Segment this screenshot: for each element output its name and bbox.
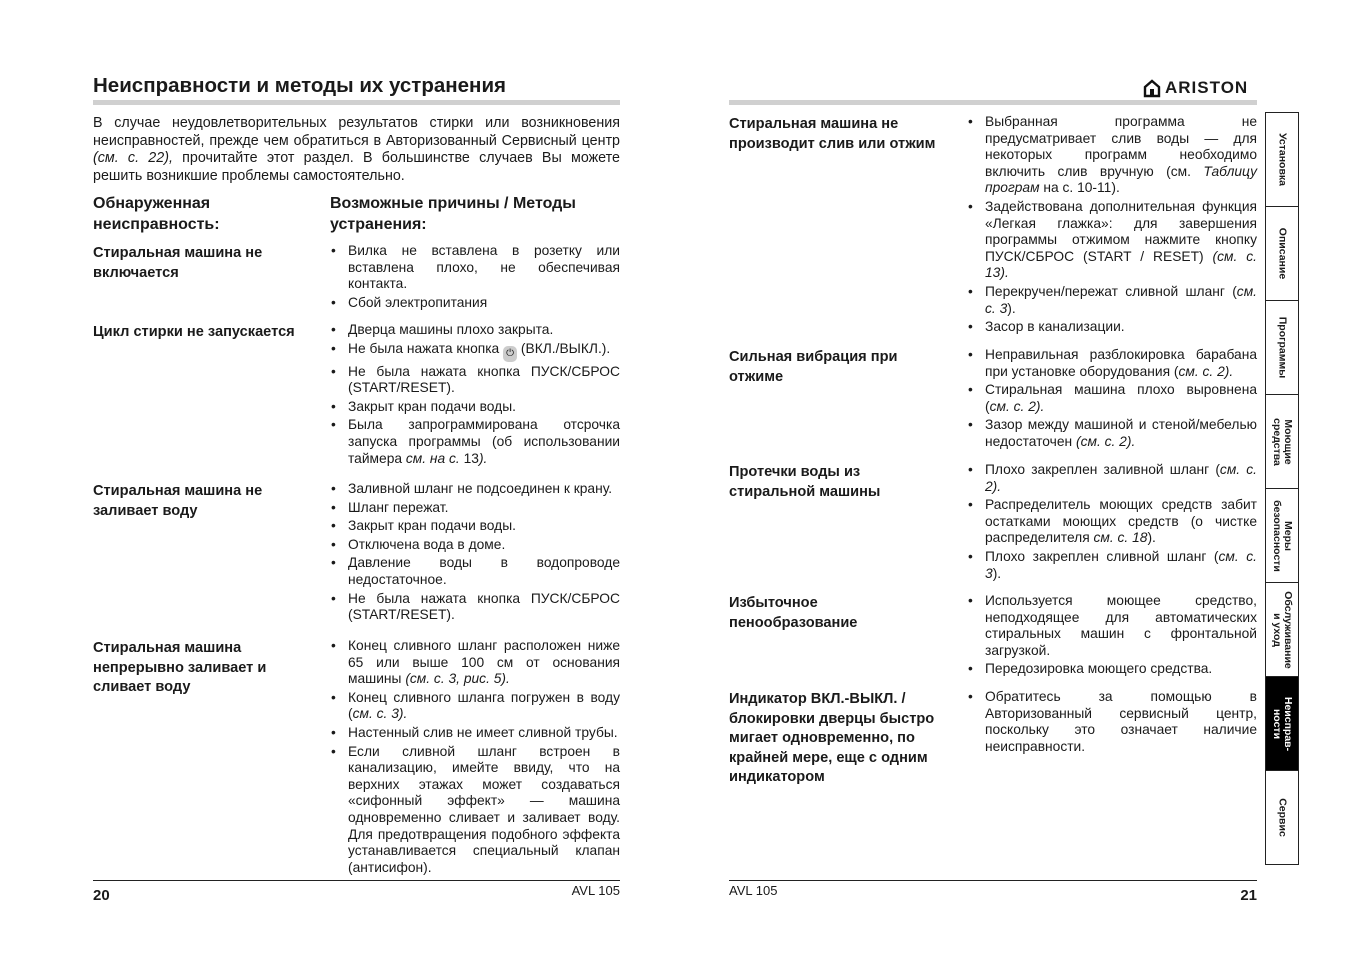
italic-text: (см. с. 3, рис. 5).	[405, 671, 510, 687]
solution-item: • Конец сливного шланга погружен в воду (см. с. 3).	[330, 690, 620, 723]
solution-list	[330, 243, 620, 313]
tab-label: Описание	[1276, 227, 1289, 280]
solution-item: • Передозировка моющего средства.	[967, 661, 1257, 678]
solution-item: • Распределитель моющих средств забит остатками моющих средств (о чистке распределителя см. с. 18).	[967, 497, 1257, 547]
section-tab[interactable]	[1266, 677, 1298, 771]
problem-title: Сильная вибрация при отжиме	[729, 349, 898, 385]
section-tab[interactable]	[1266, 395, 1298, 489]
solution-item: • Закрыт кран подачи воды.	[330, 399, 620, 416]
tab-label: Неисправ- ности	[1271, 696, 1294, 751]
solution-item: • Шланг пережат.	[330, 500, 620, 517]
tab-label: Меры безопасности	[1271, 499, 1294, 572]
italic-text: (см. с. 2).	[1076, 433, 1136, 449]
solution-item: • Не была нажата кнопка ПУСК/СБРОС (START/RESET).	[330, 364, 620, 397]
italic-text: см. с. 3).	[352, 706, 408, 722]
section-tab[interactable]	[1266, 207, 1298, 301]
solution-item: • Давление воды в водопроводе недостаточное.	[330, 555, 620, 588]
intro-paragraph: В случае неудовлетворительных результатов стирки или возникновения неисправностей, прежде чем обратиться в Авторизованный Сервисный центр (см. с. 22), прочитайте этот раздел. В большинстве случаев Вы можете решить возникшие проблемы самостоятельно.	[93, 115, 620, 184]
solution-item: • Плохо закреплен заливной шланг (см. с. 2).	[967, 462, 1257, 495]
section-tabs	[1265, 112, 1299, 865]
italic-text: Таблицу програм	[985, 163, 1257, 196]
solution-list	[967, 114, 1257, 338]
problem-title: Стиральная машина не включается	[93, 245, 263, 281]
solution-item: • Используется моющее средство, неподходящее для автоматических стиральных машин с фронтальной загрузкой.	[967, 593, 1257, 659]
solution-item: • Перекручен/пережат сливной шланг (см. с. 3).	[967, 284, 1257, 317]
power-button-icon: ⏻	[503, 346, 517, 362]
problem-title: Индикатор ВКЛ.-ВЫКЛ. / блокировки дверцы быстро мигает одновременно, по крайней мере, еще с одним индикатором	[729, 691, 935, 785]
solution-item: • Вилка не вставлена в розетку или вставлена плохо, не обеспечивая контакта.	[330, 243, 620, 293]
tab-label: Моющие средства	[1271, 417, 1294, 466]
solution-list	[330, 322, 620, 469]
italic-text: см. с. 3	[985, 548, 1257, 581]
italic-text: см. с. 18	[1093, 530, 1148, 546]
tab-label: Сервис	[1276, 798, 1289, 837]
solution-item: • Конец сливного шланг расположен ниже 65 или выше 100 см от основания машины (см. с. 3, рис. 5).	[330, 638, 620, 688]
solution-item: • Заливной шланг не подсоединен к крану.	[330, 481, 620, 498]
solution-item: • Не была нажата кнопка ⏻ (ВКЛ./ВЫКЛ.).	[330, 341, 620, 362]
brand-name: ARISTON	[1165, 78, 1249, 97]
problem-title: Протечки воды из стиральной машины	[729, 464, 881, 500]
italic-text: ).	[478, 450, 488, 466]
solution-item: • Задействована дополнительная функция «Легкая глажка»: для завершения программы отжимом нажмите кнопку ПУСК/СБРОС (START / RESET) (см. с. 13).	[967, 199, 1257, 282]
section-tab[interactable]	[1266, 771, 1298, 864]
house-icon	[1143, 79, 1161, 98]
italic-text: см. с. 2).	[989, 398, 1045, 414]
solution-list	[967, 593, 1257, 680]
tab-label: Обслуживание и уход	[1271, 590, 1294, 669]
italic-text: см. на с.	[405, 450, 460, 466]
page-title: Неисправности и методы их устранения	[93, 74, 507, 97]
italic-text: см. с. 2).	[985, 462, 1257, 494]
section-tab[interactable]	[1266, 489, 1298, 583]
tab-label: Программы	[1276, 316, 1289, 379]
italic-text: (см. с. 13).	[985, 248, 1257, 281]
page-number-right: 21	[1240, 887, 1257, 904]
solution-list	[330, 481, 620, 626]
solution-item: • Плохо закреплен сливной шланг (см. с. 3).	[967, 549, 1257, 582]
tab-label: Установка	[1276, 133, 1289, 186]
problem-title: Цикл стирки не запускается	[93, 324, 295, 340]
solution-list	[967, 347, 1257, 453]
solution-item: • Не была нажата кнопка ПУСК/СБРОС (START/RESET).	[330, 591, 620, 624]
solution-item: • Дверца машины плохо закрыта.	[330, 322, 620, 339]
solution-item: • Зазор между машиной и стеной/мебелью недостаточен (см. с. 2).	[967, 417, 1257, 450]
model-right: AVL 105	[729, 883, 778, 898]
solution-item: • Сбой электропитания	[330, 295, 620, 312]
section-tab[interactable]	[1266, 301, 1298, 395]
problem-title: Стиральная машина не производит слив или отжим	[729, 116, 936, 152]
solution-list	[330, 638, 620, 878]
footer-rule-right	[729, 880, 1257, 881]
problem-title: Стиральная машина не заливает воду	[93, 483, 263, 519]
problem-title: Стиральная машина непрерывно заливает и сливает воду	[93, 640, 267, 695]
footer-rule-left	[93, 880, 620, 881]
italic-text: (см. с. 22),	[93, 150, 173, 167]
problem-title: Избыточное пенообразование	[729, 595, 858, 631]
section-tab[interactable]	[1266, 583, 1298, 677]
solution-item: • Если сливной шланг встроен в канализацию, имейте ввиду, что на верхних этажах может создаваться «сифонный эффект» — машина одновременно сливает и заливает воду. Для предотвращения подобного эффекта устанавливается специальный клапан (антисифон).	[330, 744, 620, 877]
model-left: AVL 105	[571, 883, 620, 898]
solution-item: • Закрыт кран подачи воды.	[330, 518, 620, 535]
solution-item: • Стиральная машина плохо выровнена (см. с. 2).	[967, 382, 1257, 415]
header-rule-left	[93, 100, 620, 105]
page-number-left: 20	[93, 887, 110, 904]
column-header-problem: Обнаруженная неисправность:	[93, 195, 220, 233]
column-header-solution: Возможные причины / Методы устранения:	[330, 195, 576, 233]
header-rule-right	[729, 100, 1257, 105]
solution-list	[967, 689, 1257, 757]
solution-list	[967, 462, 1257, 584]
brand-logo	[1143, 78, 1248, 98]
solution-item: • Была запрограммирована отсрочка запуска программы (об использовании таймера см. на с. 13).	[330, 417, 620, 467]
solution-item: • Отключена вода в доме.	[330, 537, 620, 554]
italic-text: см. с. 2).	[1178, 363, 1234, 379]
solution-item: • Неправильная разблокировка барабана при установке оборудования (см. с. 2).	[967, 347, 1257, 380]
solution-item: • Настенный слив не имеет сливной трубы.	[330, 725, 620, 742]
italic-text: см. с. 3	[985, 283, 1257, 316]
solution-item: • Обратитесь за помощью в Авторизованный сервисный центр, поскольку это означает наличие неисправности.	[967, 689, 1257, 755]
solution-item: • Выбранная программа не предусматривает слив воды — для некоторых программ необходимо включить слив вручную (см. Таблицу програм на с. 10-11).	[967, 114, 1257, 197]
solution-item: • Засор в канализации.	[967, 319, 1257, 336]
section-tab[interactable]	[1266, 113, 1298, 207]
